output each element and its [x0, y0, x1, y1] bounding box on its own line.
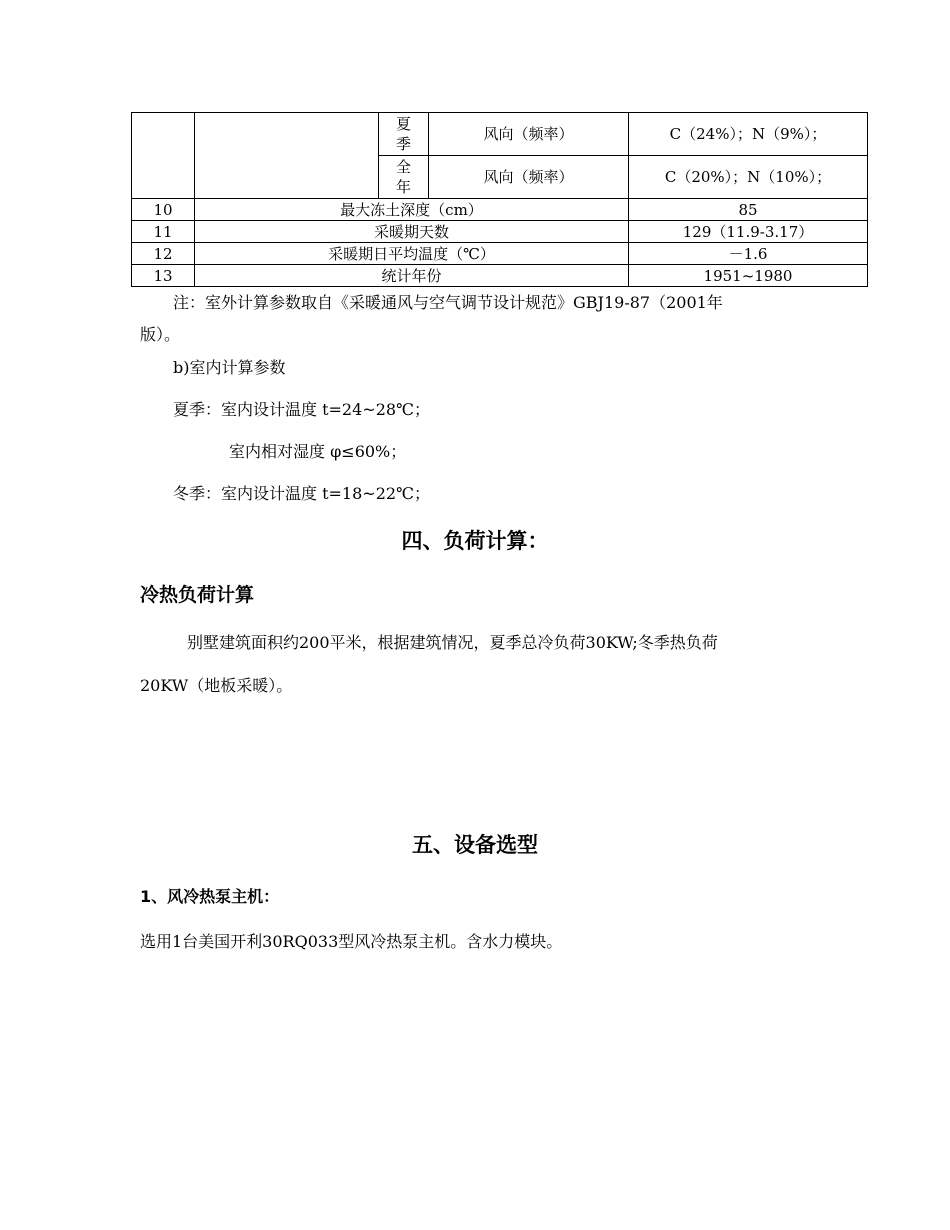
table-cell-value: 85: [629, 199, 868, 221]
summer-temperature: 夏季：室内设计温度 t=24~28℃；: [173, 400, 430, 419]
table-cell-value: －1.6: [629, 243, 868, 265]
section4-title: 四、负荷计算：: [401, 529, 549, 553]
table-cell-item: 采暖期日平均温度（℃）: [195, 243, 629, 265]
item1-text: 选用1台美国开利30RQ033型风冷热泵主机。含水力模块。: [140, 932, 563, 951]
load-text-line2: 20KW（地板采暖）。: [140, 676, 293, 695]
outdoor-parameters-table: [131, 112, 868, 287]
table-cell-no: 12: [132, 243, 195, 265]
table-cell-item: 统计年份: [195, 265, 629, 287]
table-cell-season: 全 年: [379, 156, 429, 199]
table-row: [132, 221, 868, 243]
load-text-line1: 别墅建筑面积约200平米，根据建筑情况，夏季总冷负荷30KW;冬季热负荷: [187, 633, 718, 652]
table-cell-item: [195, 113, 379, 199]
table-cell-value: C（24%）；N（9%）；: [629, 113, 868, 156]
winter-temperature: 冬季：室内设计温度 t=18~22℃；: [173, 484, 430, 503]
section5-title: 五、设备选型: [412, 833, 538, 857]
summer-humidity: 室内相对湿度 φ≤60%；: [229, 442, 407, 461]
table-cell-value: C（20%）；N（10%）；: [629, 156, 868, 199]
table-row: [132, 199, 868, 221]
table-cell-value: 1951~1980: [629, 265, 868, 287]
table-cell-no: 13: [132, 265, 195, 287]
table-note-line2: 版）。: [140, 325, 181, 344]
table-cell-item: 采暖期天数: [195, 221, 629, 243]
table-row: [132, 113, 868, 156]
table-cell-sub-item: 风向（频率）: [429, 113, 629, 156]
table-row: [132, 265, 868, 287]
table-row: [132, 243, 868, 265]
table-cell-sub-item: 风向（频率）: [429, 156, 629, 199]
table-cell-item: 最大冻土深度（cm）: [195, 199, 629, 221]
table-cell-season: 夏 季: [379, 113, 429, 156]
table-note-line1: 注：室外计算参数取自《采暖通风与空气调节设计规范》GBJ19-87（2001年: [173, 293, 723, 312]
table-cell-no: 10: [132, 199, 195, 221]
item1-heading: 1、风冷热泵主机：: [140, 887, 280, 906]
table-cell-value: 129（11.9-3.17）: [629, 221, 868, 243]
indoor-params-heading: b)室内计算参数: [173, 358, 286, 377]
load-calc-heading: 冷热负荷计算: [140, 584, 255, 606]
table-cell-no: 11: [132, 221, 195, 243]
table-cell-no: [132, 113, 195, 199]
